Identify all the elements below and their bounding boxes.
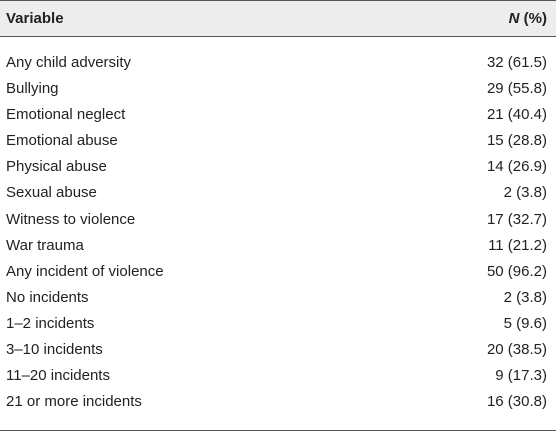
table-header-row <box>0 0 556 37</box>
row-variable: 1–2 incidents <box>6 314 95 332</box>
table-row <box>0 263 556 289</box>
table-row <box>0 54 556 80</box>
table-row <box>0 184 556 210</box>
row-variable: 21 or more incidents <box>6 393 142 411</box>
row-variable: War trauma <box>6 236 84 254</box>
row-variable: Emotional neglect <box>6 106 126 124</box>
header-n-suffix: (%) <box>519 10 547 27</box>
row-n-percent: 21 (40.4) <box>486 106 547 124</box>
row-variable: Emotional abuse <box>6 132 118 150</box>
row-variable: No incidents <box>6 288 89 306</box>
row-variable: Witness to violence <box>6 210 136 228</box>
row-n-percent: 15 (28.8) <box>486 132 547 150</box>
row-n-percent: 32 (61.5) <box>486 54 547 71</box>
row-n-percent: 14 (26.9) <box>486 158 547 176</box>
table-row <box>0 341 556 367</box>
table-bottom-rule <box>0 430 556 431</box>
row-n-percent: 20 (38.5) <box>486 341 547 359</box>
table-row <box>0 158 556 184</box>
header-variable: Variable <box>6 10 64 27</box>
row-n-percent: 17 (32.7) <box>486 210 547 228</box>
table-row <box>0 237 556 263</box>
row-n-percent: 16 (30.8) <box>486 393 547 411</box>
table-body <box>0 54 556 419</box>
table-row <box>0 211 556 237</box>
row-variable: Physical abuse <box>6 158 107 176</box>
header-n-percent <box>509 10 547 27</box>
row-variable: 3–10 incidents <box>6 341 103 359</box>
header-n-letter: N <box>508 10 520 27</box>
row-n-percent: 2 (3.8) <box>503 184 547 202</box>
table-row <box>0 132 556 158</box>
row-variable: Any child adversity <box>6 54 132 71</box>
table-row <box>0 315 556 341</box>
row-n-percent: 2 (3.8) <box>503 288 547 306</box>
row-n-percent: 9 (17.3) <box>495 367 547 385</box>
row-n-percent: 50 (96.2) <box>486 262 547 280</box>
row-variable: 11–20 incidents <box>6 367 110 385</box>
table-row <box>0 80 556 106</box>
row-n-percent: 29 (55.8) <box>486 80 547 98</box>
table-row <box>0 106 556 132</box>
row-n-percent: 5 (9.6) <box>503 314 547 332</box>
row-variable: Any incident of violence <box>6 262 164 280</box>
row-variable: Bullying <box>6 80 59 98</box>
table-row <box>0 393 556 419</box>
row-variable: Sexual abuse <box>6 184 97 202</box>
row-n-percent: 11 (21.2) <box>488 236 547 254</box>
table-row <box>0 289 556 315</box>
table-row <box>0 367 556 393</box>
